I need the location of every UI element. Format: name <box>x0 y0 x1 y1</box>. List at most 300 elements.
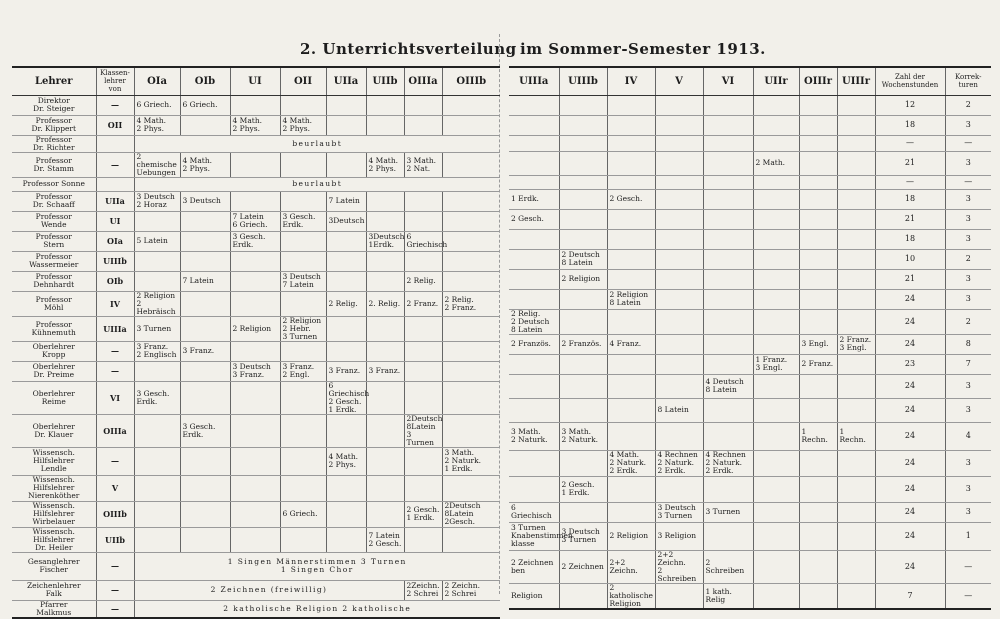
subject-cell: 3 Franz. <box>326 361 366 381</box>
subject-cell: 3 Franz. 2 Englisch <box>134 341 180 361</box>
subject-cell <box>753 422 799 450</box>
teacher-name: Zeichenlehrer Falk <box>12 580 96 600</box>
weekly-hours: 18 <box>875 115 945 135</box>
subject-cell <box>404 316 442 341</box>
weekly-hours: 24 <box>875 522 945 550</box>
class-teacher-of: UIIa <box>96 191 134 211</box>
header-wochenstunden: Zahl der Wochenstunden <box>875 67 945 95</box>
subject-cell: 2 Schreiben <box>703 550 753 583</box>
subject-cell <box>442 341 500 361</box>
subject-cell <box>366 115 404 135</box>
subject-cell <box>799 229 837 249</box>
subject-cell <box>799 95 837 115</box>
class-teacher-of: UIIIb <box>96 251 134 271</box>
corrections: 7 <box>945 354 991 374</box>
subject-cell <box>837 522 875 550</box>
subject-cell: 2 Zeichnen ben <box>509 550 559 583</box>
subject-cell <box>655 269 703 289</box>
right-table-row <box>509 422 991 450</box>
subject-cell <box>559 289 607 309</box>
subject-cell <box>559 175 607 189</box>
subject-cell <box>837 249 875 269</box>
subject-cell: 2 Französ. <box>509 334 559 354</box>
subject-cell <box>442 115 500 135</box>
class-teacher-of: V <box>96 475 134 501</box>
subject-cell <box>404 251 442 271</box>
subject-cell <box>559 209 607 229</box>
subject-cell: 2 Religion <box>230 316 280 341</box>
subject-cell <box>180 447 230 475</box>
page-title-left: 2. Unterrichtsverteilung <box>300 40 517 58</box>
weekly-hours: 10 <box>875 249 945 269</box>
right-table-row <box>509 374 991 398</box>
subject-cell: Religion <box>509 583 559 609</box>
subject-cell <box>703 398 753 422</box>
subject-cell <box>837 374 875 398</box>
subject-cell: 3 Religion <box>655 522 703 550</box>
subject-cell <box>753 398 799 422</box>
subject-cell <box>134 447 180 475</box>
left-table-row <box>12 341 500 361</box>
subject-cell <box>837 354 875 374</box>
teacher-name: Wissensch. Hilfslehrer Dr. Heiler <box>12 527 96 552</box>
subject-cell <box>753 289 799 309</box>
subject-cell <box>799 502 837 522</box>
header-class-uiib: UIIb <box>366 67 404 95</box>
teacher-name: Professor Dr. Klippert <box>12 115 96 135</box>
subject-cell <box>404 527 442 552</box>
subject-cell <box>837 583 875 609</box>
subject-cell: 1 Rechn. <box>837 422 875 450</box>
subject-cell <box>326 231 366 251</box>
subject-cell: 3 Math. 2 Nat. <box>404 152 442 177</box>
corrections: — <box>945 175 991 189</box>
subject-cell <box>509 289 559 309</box>
weekly-hours: 24 <box>875 550 945 583</box>
right-table-row <box>509 269 991 289</box>
subject-cell <box>326 475 366 501</box>
subject-cell: 4 Deutsch 8 Latein <box>703 374 753 398</box>
weekly-hours: 24 <box>875 476 945 502</box>
corrections: 3 <box>945 502 991 522</box>
weekly-hours: 21 <box>875 151 945 175</box>
subject-cell <box>180 316 230 341</box>
subject-cell <box>230 501 280 527</box>
class-teacher-of: — <box>96 152 134 177</box>
subject-cell <box>753 269 799 289</box>
weekly-hours: — <box>875 135 945 151</box>
subject-cell <box>703 309 753 334</box>
subject-cell <box>607 209 655 229</box>
subject-cell: 4 Math. 2 Phys. <box>366 152 404 177</box>
corrections: 3 <box>945 476 991 502</box>
subject-cell <box>837 450 875 476</box>
teacher-name: Professor Kühnemuth <box>12 316 96 341</box>
subject-cell <box>326 341 366 361</box>
subject-cell: 2 Zeichn. 2 Schrei <box>442 580 500 600</box>
class-teacher-of: IV <box>96 291 134 316</box>
subject-cell <box>799 476 837 502</box>
corrections: 3 <box>945 450 991 476</box>
subject-cell <box>442 231 500 251</box>
subject-cell <box>703 422 753 450</box>
subject-cell <box>559 354 607 374</box>
subject-cell <box>230 95 280 115</box>
corrections: 3 <box>945 189 991 209</box>
subject-cell <box>404 191 442 211</box>
subject-cell <box>655 354 703 374</box>
subject-cell <box>655 476 703 502</box>
subject-cell <box>837 151 875 175</box>
right-table-row <box>509 354 991 374</box>
subject-cell <box>753 135 799 151</box>
subject-cell <box>366 95 404 115</box>
subject-cell <box>799 522 837 550</box>
subject-cell <box>559 135 607 151</box>
subject-cell: 6 Griechisch 2 Gesch. 1 Erdk. <box>326 381 366 414</box>
corrections: — <box>945 135 991 151</box>
subject-cell <box>366 447 404 475</box>
subject-cell <box>366 191 404 211</box>
subject-cell <box>837 398 875 422</box>
subject-cell: 3 Deutsch 3 Turnen <box>559 522 607 550</box>
weekly-hours: 24 <box>875 289 945 309</box>
subject-cell <box>559 374 607 398</box>
subject-cell: 7 Latein 2 Gesch. <box>366 527 404 552</box>
subject-cell <box>559 115 607 135</box>
right-table-row <box>509 398 991 422</box>
subject-cell: 6 Griechisch <box>404 231 442 251</box>
header-class-uiiir: UIIIr <box>837 67 875 95</box>
subject-cell: 3 Deutsch 2 Horaz <box>134 191 180 211</box>
subject-cell <box>180 381 230 414</box>
weekly-hours: 18 <box>875 189 945 209</box>
subject-cell: 6 Griech. <box>280 501 326 527</box>
subject-span: beurlaubt <box>134 135 500 152</box>
subject-cell <box>326 271 366 291</box>
subject-cell <box>280 191 326 211</box>
subject-cell: 3 Gesch. Erdk. <box>280 211 326 231</box>
class-teacher-of: OIIIb <box>96 501 134 527</box>
right-table-row <box>509 95 991 115</box>
subject-cell <box>230 271 280 291</box>
subject-cell: 2 Religion <box>607 522 655 550</box>
subject-cell <box>607 422 655 450</box>
left-table-row <box>12 600 500 618</box>
teacher-name: Oberlehrer Kropp <box>12 341 96 361</box>
subject-cell <box>280 447 326 475</box>
subject-cell <box>607 374 655 398</box>
subject-cell <box>509 135 559 151</box>
subject-cell <box>753 550 799 583</box>
subject-cell <box>753 502 799 522</box>
subject-cell <box>230 447 280 475</box>
class-teacher-of: VI <box>96 381 134 414</box>
subject-cell: 2 katholische Religion <box>607 583 655 609</box>
subject-cell <box>703 209 753 229</box>
subject-cell <box>509 398 559 422</box>
teacher-name: Professor Dr. Richter <box>12 135 96 152</box>
subject-cell <box>655 249 703 269</box>
subject-cell <box>559 151 607 175</box>
subject-cell <box>559 502 607 522</box>
class-teacher-of: — <box>96 552 134 580</box>
class-teacher-of <box>96 135 134 152</box>
corrections: 1 <box>945 522 991 550</box>
subject-cell: 3 Franz. <box>180 341 230 361</box>
header-class-uiiia: UIIIa <box>509 67 559 95</box>
left-table-row <box>12 552 500 580</box>
subject-cell: 2. Relig. <box>366 291 404 316</box>
subject-cell <box>442 316 500 341</box>
subject-cell <box>703 249 753 269</box>
subject-cell <box>799 189 837 209</box>
subject-cell <box>509 476 559 502</box>
subject-cell <box>509 229 559 249</box>
header-korrekturen: Korrek- turen <box>945 67 991 95</box>
left-table-row <box>12 152 500 177</box>
class-teacher-of: UIIb <box>96 527 134 552</box>
subject-cell <box>799 309 837 334</box>
subject-cell: 3 Engl. <box>799 334 837 354</box>
subject-cell <box>837 502 875 522</box>
subject-cell: 3Deutsch <box>326 211 366 231</box>
left-table-row <box>12 501 500 527</box>
subject-cell <box>442 251 500 271</box>
header-klassenlehrer: Klassen- lehrer von <box>96 67 134 95</box>
subject-cell <box>703 115 753 135</box>
subject-cell <box>280 414 326 447</box>
subject-cell: 3Deutsch 1Erdk. <box>366 231 404 251</box>
corrections: 3 <box>945 209 991 229</box>
subject-cell <box>404 447 442 475</box>
subject-cell <box>404 361 442 381</box>
subject-cell <box>753 309 799 334</box>
subject-cell <box>753 95 799 115</box>
subject-cell <box>703 522 753 550</box>
subject-cell <box>180 501 230 527</box>
subject-cell <box>180 291 230 316</box>
right-table-row <box>509 175 991 189</box>
subject-cell <box>326 152 366 177</box>
subject-cell <box>134 361 180 381</box>
subject-cell <box>280 152 326 177</box>
subject-cell <box>607 476 655 502</box>
class-teacher-of: OIa <box>96 231 134 251</box>
subject-cell <box>509 269 559 289</box>
header-class-oiiia: OIIIa <box>404 67 442 95</box>
subject-cell <box>280 291 326 316</box>
subject-cell: 1 Erdk. <box>509 189 559 209</box>
subject-cell: 3 Deutsch 3 Franz. <box>230 361 280 381</box>
subject-cell <box>837 189 875 209</box>
weekly-hours: 21 <box>875 269 945 289</box>
right-schedule-table <box>509 66 991 610</box>
left-table-row <box>12 135 500 152</box>
teacher-name: Professor Sonne <box>12 177 96 191</box>
subject-cell <box>655 189 703 209</box>
subject-span: beurlaubt <box>134 177 500 191</box>
subject-cell <box>280 231 326 251</box>
left-table-row <box>12 115 500 135</box>
subject-cell <box>280 95 326 115</box>
subject-cell: 3 Math. 2 Naturk. 1 Erdk. <box>442 447 500 475</box>
left-table-row <box>12 316 500 341</box>
left-table-row <box>12 475 500 501</box>
subject-cell <box>703 476 753 502</box>
header-class-uiia: UIIa <box>326 67 366 95</box>
subject-cell <box>703 289 753 309</box>
header-class-ui: UI <box>230 67 280 95</box>
subject-cell <box>837 229 875 249</box>
subject-cell <box>799 209 837 229</box>
subject-cell <box>366 475 404 501</box>
subject-cell <box>442 271 500 291</box>
subject-cell <box>280 475 326 501</box>
right-table-row <box>509 309 991 334</box>
subject-cell <box>607 269 655 289</box>
subject-cell <box>326 501 366 527</box>
subject-cell <box>655 209 703 229</box>
right-table-row <box>509 334 991 354</box>
left-table-row <box>12 211 500 231</box>
teacher-name: Wissensch. Hilfslehrer Lendle <box>12 447 96 475</box>
right-table-row <box>509 209 991 229</box>
subject-cell <box>753 522 799 550</box>
subject-cell <box>134 475 180 501</box>
subject-cell <box>280 251 326 271</box>
subject-cell <box>134 251 180 271</box>
subject-cell <box>134 527 180 552</box>
right-table-row <box>509 115 991 135</box>
header-class-oiiir: OIIIr <box>799 67 837 95</box>
subject-cell: 6 Griech. <box>134 95 180 115</box>
weekly-hours: 18 <box>875 229 945 249</box>
subject-cell <box>703 135 753 151</box>
subject-cell: 6 Griechisch <box>509 502 559 522</box>
subject-cell <box>799 249 837 269</box>
subject-cell <box>442 191 500 211</box>
subject-cell <box>799 289 837 309</box>
subject-cell <box>230 381 280 414</box>
subject-cell <box>366 251 404 271</box>
subject-cell <box>655 422 703 450</box>
subject-cell: 2+2 Zeichn. 2 Schreiben <box>655 550 703 583</box>
weekly-hours: 24 <box>875 334 945 354</box>
subject-cell <box>509 374 559 398</box>
subject-cell <box>753 229 799 249</box>
weekly-hours: 24 <box>875 374 945 398</box>
corrections: 4 <box>945 422 991 450</box>
subject-cell <box>655 151 703 175</box>
header-class-oia: OIa <box>134 67 180 95</box>
subject-cell <box>655 374 703 398</box>
corrections: 2 <box>945 249 991 269</box>
subject-cell: 3 Gesch. Erdk. <box>134 381 180 414</box>
subject-cell <box>404 115 442 135</box>
weekly-hours: 24 <box>875 398 945 422</box>
subject-cell <box>607 151 655 175</box>
subject-cell: 2 Relig. 2 Franz. <box>442 291 500 316</box>
subject-cell <box>753 249 799 269</box>
subject-cell <box>366 271 404 291</box>
subject-cell: 4 Math. 2 Naturk. 2 Erdk. <box>607 450 655 476</box>
subject-cell <box>509 354 559 374</box>
header-class-v: V <box>655 67 703 95</box>
subject-cell <box>134 211 180 231</box>
subject-cell <box>703 334 753 354</box>
teacher-name: Professor Wassermeier <box>12 251 96 271</box>
subject-cell <box>655 95 703 115</box>
corrections: — <box>945 583 991 609</box>
class-teacher-of: — <box>96 95 134 115</box>
teacher-name: Professor Möhl <box>12 291 96 316</box>
subject-cell <box>753 583 799 609</box>
subject-cell <box>559 583 607 609</box>
subject-cell <box>366 501 404 527</box>
subject-cell: 2Zeichn. 2 Schrei <box>404 580 442 600</box>
subject-cell: 3 Gesch. Erdk. <box>180 414 230 447</box>
subject-cell <box>134 271 180 291</box>
weekly-hours: 7 <box>875 583 945 609</box>
subject-cell <box>837 209 875 229</box>
subject-cell <box>326 527 366 552</box>
subject-cell <box>799 398 837 422</box>
subject-cell <box>180 251 230 271</box>
subject-cell <box>607 354 655 374</box>
subject-cell <box>607 95 655 115</box>
right-table-row <box>509 583 991 609</box>
subject-cell <box>559 229 607 249</box>
subject-cell: 3 Math. 2 Naturk. <box>509 422 559 450</box>
subject-cell <box>799 450 837 476</box>
weekly-hours: — <box>875 175 945 189</box>
subject-cell <box>799 135 837 151</box>
subject-cell: 4 Math. 2 Phys. <box>326 447 366 475</box>
subject-cell: 2 Relig. <box>326 291 366 316</box>
right-table-row <box>509 189 991 209</box>
header-class-uiir: UIIr <box>753 67 799 95</box>
subject-cell <box>442 475 500 501</box>
teacher-name: Oberlehrer Reime <box>12 381 96 414</box>
header-class-oib: OIb <box>180 67 230 95</box>
subject-cell: 7 Latein 6 Griech. <box>230 211 280 231</box>
subject-cell <box>607 135 655 151</box>
subject-cell: 3 Deutsch <box>180 191 230 211</box>
corrections: 8 <box>945 334 991 354</box>
subject-cell: 2 Relig. 2 Deutsch 8 Latein <box>509 309 559 334</box>
subject-cell <box>230 251 280 271</box>
subject-cell <box>607 229 655 249</box>
corrections: 3 <box>945 289 991 309</box>
teacher-name: Professor Dr. Stamm <box>12 152 96 177</box>
subject-cell <box>280 381 326 414</box>
subject-cell: 2 Gesch. <box>607 189 655 209</box>
subject-cell: 2 Gesch. 1 Erdk. <box>404 501 442 527</box>
header-class-oii: OII <box>280 67 326 95</box>
subject-cell: 1 kath. Relig <box>703 583 753 609</box>
subject-cell <box>837 115 875 135</box>
subject-cell <box>442 414 500 447</box>
class-teacher-of <box>96 177 134 191</box>
subject-cell: 4 Math. 2 Phys. <box>230 115 280 135</box>
subject-cell <box>404 95 442 115</box>
subject-cell <box>326 95 366 115</box>
subject-cell: 3 Turnen <box>703 502 753 522</box>
right-table-row <box>509 476 991 502</box>
subject-cell <box>655 229 703 249</box>
subject-cell <box>799 374 837 398</box>
